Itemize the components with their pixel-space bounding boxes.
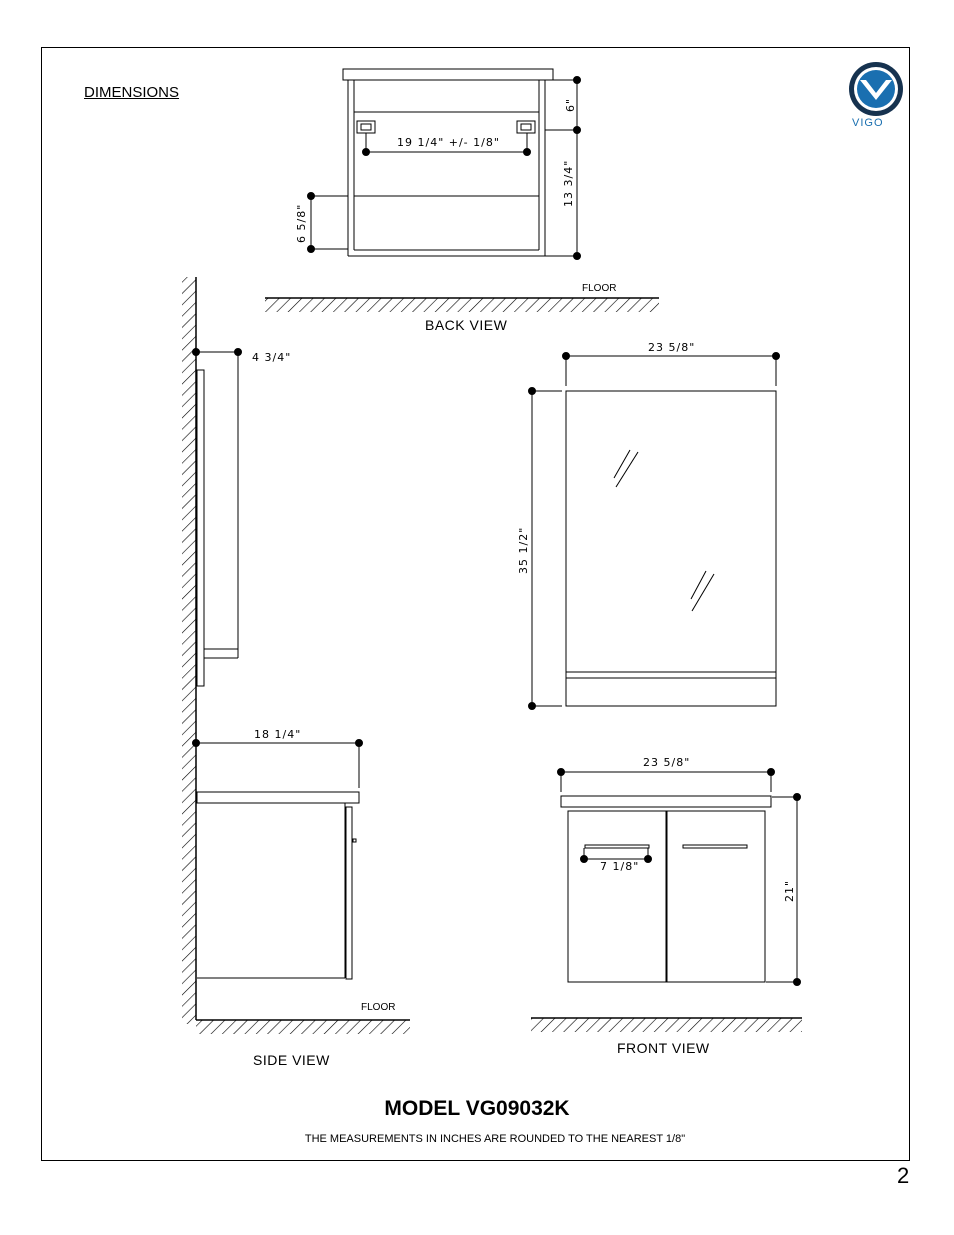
vigo-logo-text: VIGO [852,117,884,129]
page-number: 2 [897,1163,910,1188]
mirror-depth-dimension [193,349,242,356]
rounding-note: THE MEASUREMENTS IN INCHES ARE ROUNDED TO THE NEAREST 1/8" [304,1133,686,1145]
cabinet-front-dimension-lines [558,769,801,986]
front-view-label: FRONT VIEW [617,1040,710,1056]
dimensions-heading: DIMENSIONS [84,84,180,101]
mirror-depth-dimension-label: 4 3/4" [252,351,292,364]
mirror-height-dimension-label: 35 1/2" [517,526,530,574]
back-view-floor [265,298,659,312]
back-top-dimension: 6" [564,97,577,112]
back-view-label: BACK VIEW [425,317,508,333]
side-view-label: SIDE VIEW [253,1052,330,1068]
front-view-floor [531,1018,802,1032]
back-width-dimension: 19 1/4" +/- 1/8" [397,136,500,149]
mirror-side-drawing [197,352,238,686]
cabinet-height-dimension-label: 21" [783,879,796,902]
back-floor-label: FLOOR [582,283,617,294]
mirror-front-drawing [566,391,776,706]
mirror-width-dimension-label: 23 5/8" [648,341,696,354]
cabinet-front-drawing [561,796,771,982]
handle-width-dimension-label: 7 1/8" [600,860,640,873]
back-shelf-dimension: 6 5/8" [295,203,308,243]
cabinet-depth-dimension [193,740,363,789]
model-title: MODEL VG09032K [384,1097,570,1120]
wall-hatch [182,277,196,1024]
back-height-dimension: 13 3/4" [562,159,575,207]
cabinet-depth-dimension-label: 18 1/4" [254,728,302,741]
cabinet-width-dimension-label: 23 5/8" [643,756,691,769]
side-floor-label: FLOOR [361,1002,396,1013]
vigo-logo-icon [849,62,903,116]
back-view-drawing [343,69,553,256]
cabinet-side-drawing [197,792,359,979]
side-view-floor [196,1020,410,1034]
